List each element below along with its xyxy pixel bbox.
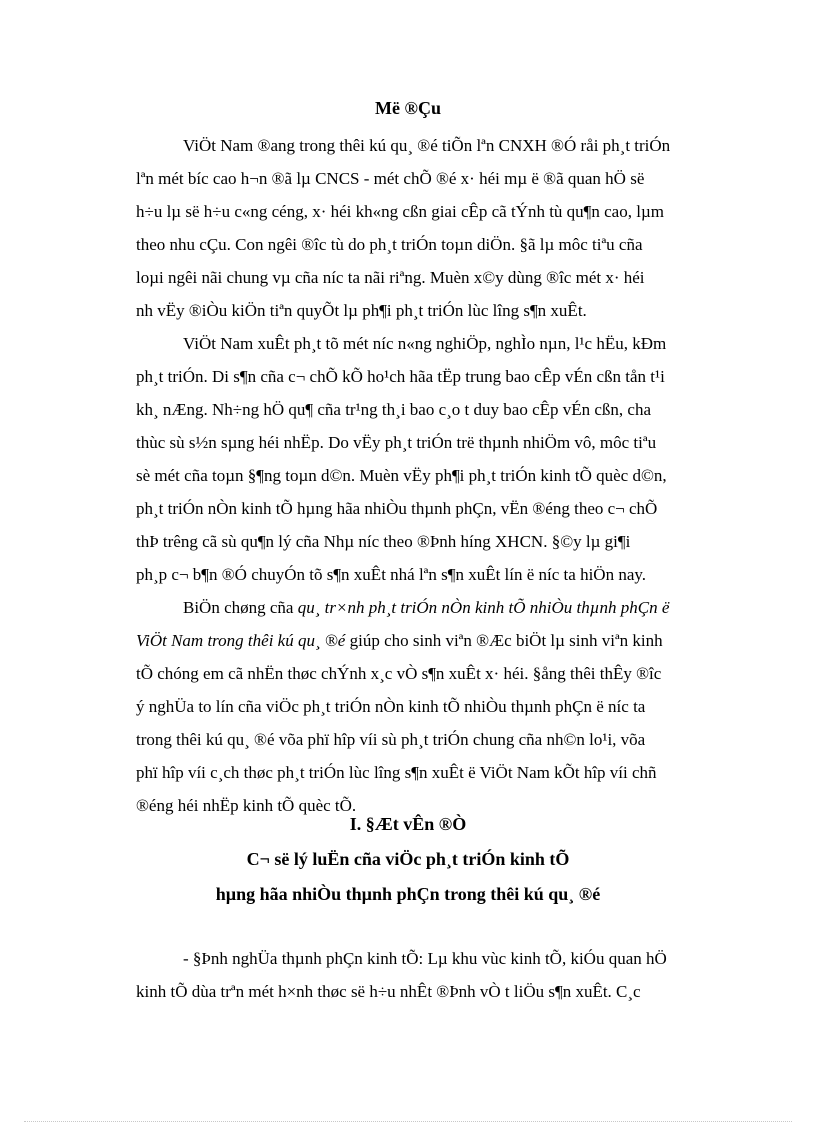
paragraph-text: BiÖn chøng cña xyxy=(183,598,298,617)
paragraph-line: ViÖt Nam ®ang trong thêi kú qu¸ ®é tiÕn lªn CNXH ®Ó råi ph¸t triÓn xyxy=(183,136,671,155)
paragraph-line: ph¸p c¬ b¶n ®Ó chuyÓn tõ s¶n xuÊt nhá lªn s¶n xuÊt lín ë níc ta hiÖn nay. xyxy=(136,565,647,584)
paragraph-line: ý nghÜa to lín cña viÖc ph¸t triÓn nÒn kinh tÕ nhiÒu thµnh phÇn ë níc ta xyxy=(136,697,646,716)
paragraph-line: - §Þnh nghÜa thµnh phÇn kinh tÕ: Lµ khu vùc kinh tÕ, kiÓu quan hÖ xyxy=(183,949,667,968)
paragraph-line: ph¸t triÓn. Di s¶n cña c¬ chÕ kÕ ho¹ch hãa tËp trung bao cÊp vÉn cßn tån t¹i xyxy=(136,367,665,386)
paragraph-line: lªn mét bíc cao h¬n ®ã lµ CNCS - mét chÕ ®é x· héi mµ ë ®ã quan hÖ së xyxy=(136,169,645,188)
section-heading: C¬ së lý luËn cña viÖc ph¸t triÓn kinh tÕ xyxy=(246,849,570,869)
paragraph-line: thùc sù s½n sµng héi nhËp. Do vËy ph¸t triÓn trë thµnh nhiÖm vô, môc tiªu xyxy=(136,433,657,452)
paragraph-line xyxy=(136,630,766,652)
paragraph-line: loµi ngêi nãi chung vµ cña níc ta nãi riªng. Muèn x©y dùng ®îc mét x· héi xyxy=(136,268,645,287)
paragraph-line: kinh tÕ dùa trªn mét h×nh thøc së h÷u nhÊt ®Þnh vÒ t liÖu s¶n xuÊt. C¸c xyxy=(136,982,641,1001)
page-bottom-rule xyxy=(24,1121,792,1122)
paragraph-line: h÷u lµ së h÷u c«ng céng, x· héi kh«ng cßn giai cÊp cã tÝnh tù qu¶n cao, lµm xyxy=(136,202,664,221)
paragraph-line: sè mét cña toµn §¶ng toµn d©n. Muèn vËy ph¶i ph¸t triÓn kinh tÕ quèc d©n, xyxy=(136,466,667,485)
italic-text: qu¸ tr×nh ph¸t triÓn nÒn kinh tÕ nhiÒu thµnh phÇn ë xyxy=(297,598,670,617)
paragraph-line: ViÖt Nam xuÊt ph¸t tõ mét níc n«ng nghiÖp, nghÌo nµn, l¹c hËu, kÐm xyxy=(183,334,667,353)
paragraph-line: ph¸t triÓn nÒn kinh tÕ hµng hãa nhiÒu thµnh phÇn, vËn ®éng theo c¬ chÕ xyxy=(136,499,658,518)
paragraph-line: kh¸ nÆng. Nh÷ng hÖ qu¶ cña tr¹ng th¸i bao c¸o t duy bao cÊp vÉn cßn, cha xyxy=(136,400,652,419)
paragraph-line: tÕ chóng em cã nhËn thøc chÝnh x¸c vÒ s¶n xuÊt x· héi. §ång thêi thÊy ®îc xyxy=(136,664,662,683)
paragraph-line: phï hîp víi c¸ch thøc ph¸t triÓn lùc lîng s¶n xuÊt ë ViÖt Nam kÕt hîp víi chñ xyxy=(136,763,657,782)
page-title: Më ®Çu xyxy=(375,98,441,118)
paragraph-line: nh vËy ®iÒu kiÖn tiªn quyÕt lµ ph¶i ph¸t triÓn lùc lîng s¶n xuÊt. xyxy=(136,301,587,320)
section-heading: hµng hãa nhiÒu thµnh phÇn trong thêi kú qu¸ ®é xyxy=(215,884,601,904)
paragraph-line: theo nhu cÇu. Con ngêi ®îc tù do ph¸t triÓn toµn diÖn. §ã lµ môc tiªu cña xyxy=(136,235,643,254)
paragraph-line: ®éng héi nhËp kinh tÕ quèc tÕ. xyxy=(136,796,357,815)
paragraph-line xyxy=(183,597,766,619)
italic-text: ViÖt Nam trong thêi kú qu¸ ®é xyxy=(136,631,346,650)
paragraph-line: thÞ trêng cã sù qu¶n lý cña Nhµ níc theo ®Þnh híng XHCN. §©y lµ gi¶i xyxy=(136,532,631,551)
paragraph-text: giúp cho sinh viªn ®Æc biÖt lµ sinh viªn kinh xyxy=(345,631,663,650)
section-heading: I. §Æt vÊn ®Ò xyxy=(349,814,467,834)
paragraph-line: trong thêi kú qu¸ ®é võa phï hîp víi sù ph¸t triÓn chung cña nh©n lo¹i, võa xyxy=(136,730,646,749)
